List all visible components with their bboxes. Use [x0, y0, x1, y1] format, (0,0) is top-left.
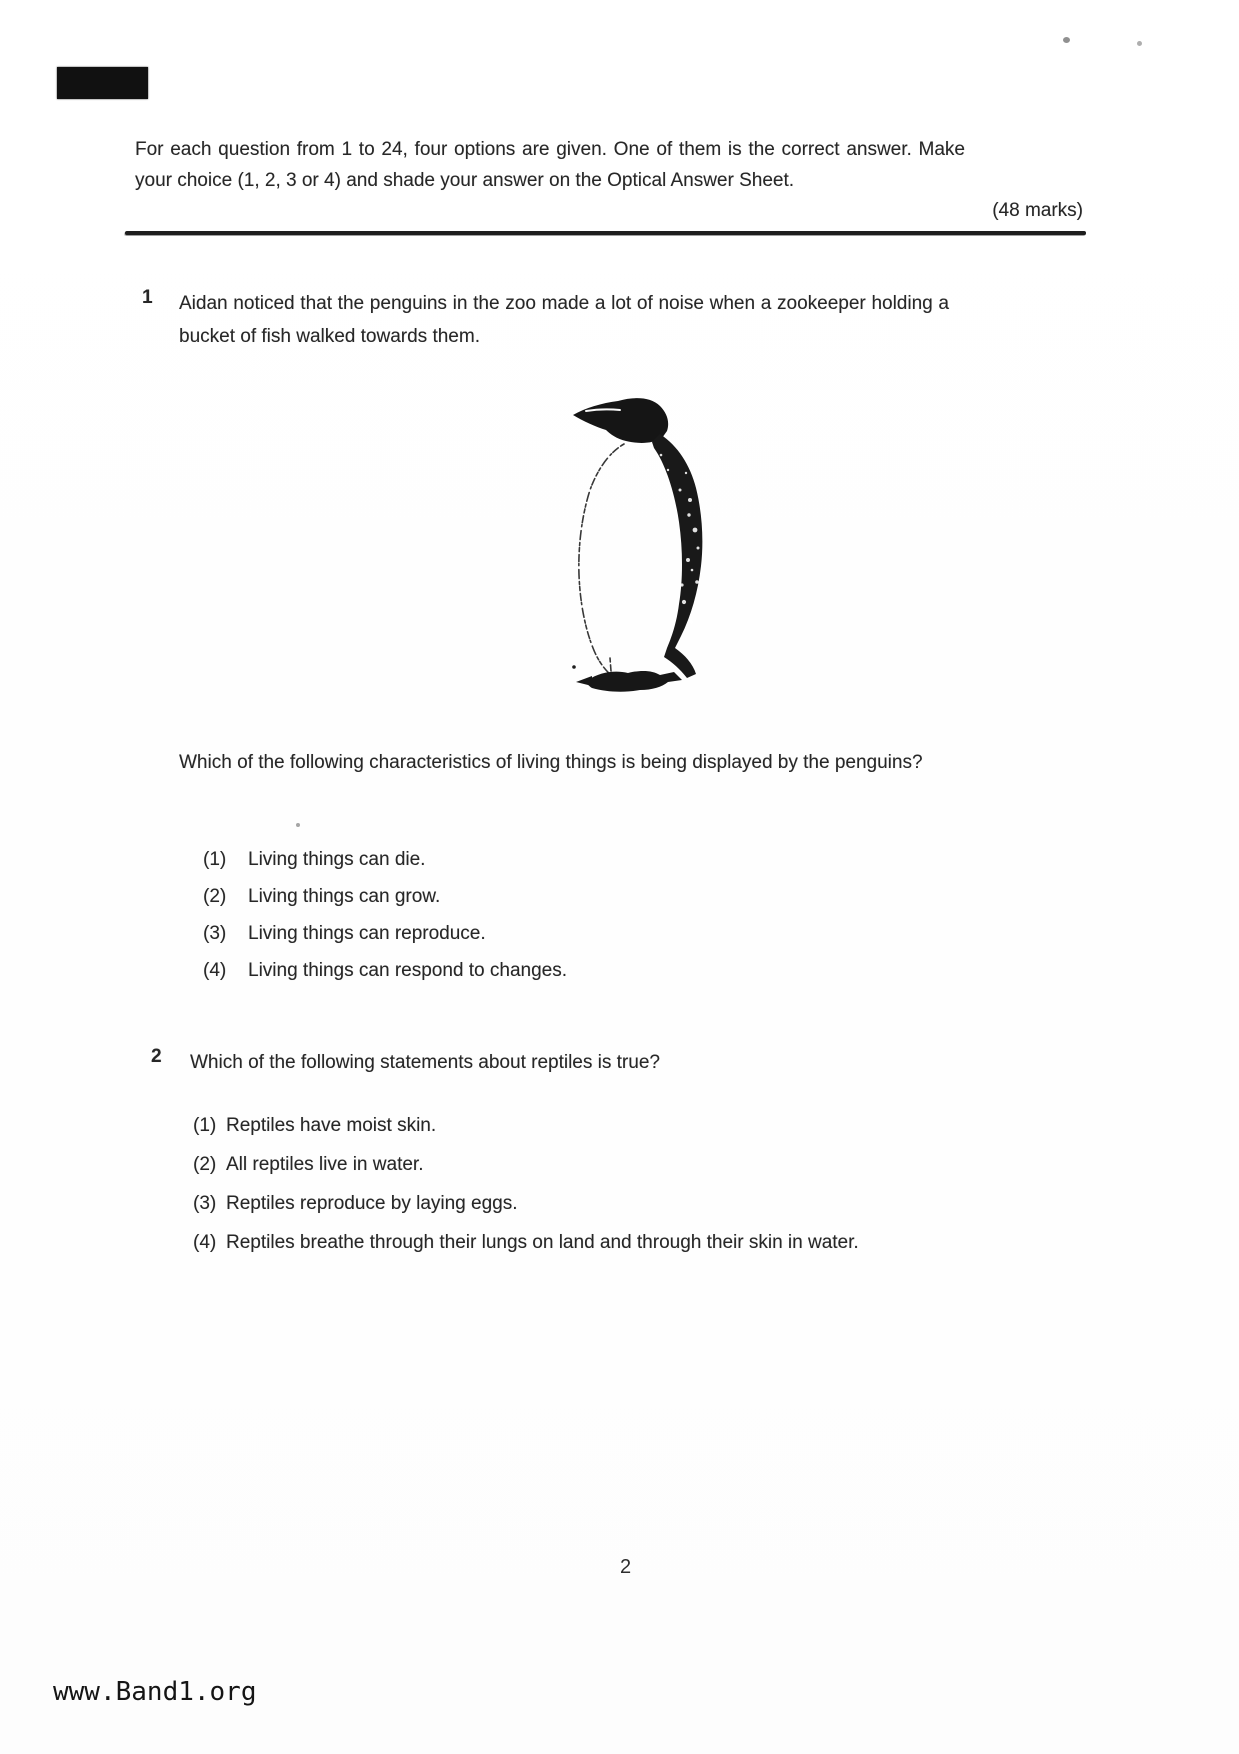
option-row	[193, 1223, 859, 1262]
option-text: Reptiles have moist skin.	[226, 1115, 437, 1136]
question-2-stem: Which of the following statements about reptiles is true?	[190, 1052, 660, 1073]
penguin-toe	[576, 676, 592, 686]
option-label: (2)	[193, 1154, 217, 1175]
option-row	[193, 1184, 859, 1223]
option-label: (4)	[193, 1232, 217, 1253]
question-1-stem: Aidan noticed that the penguins in the zoo made a lot of noise when a zookeeper holding a bucket of fish walked towards them.	[179, 293, 949, 347]
penguin-belly-mark	[610, 658, 611, 671]
question-1-options	[203, 841, 567, 989]
option-row	[203, 841, 567, 878]
option-text: Living things can grow.	[248, 886, 441, 907]
penguin-feet	[587, 671, 682, 692]
penguin-illustration	[540, 370, 780, 710]
redacted-school-name-box	[57, 67, 148, 99]
option-label: (1)	[203, 849, 227, 870]
penguin-belly-outline	[579, 444, 624, 676]
scan-artifact-speck	[1137, 41, 1142, 46]
option-label: (4)	[203, 960, 227, 981]
section-instructions: For each question from 1 to 24, four options are given. One of them is the correct answer. Make your choice (1, 2, 3 or 4) and shade your answer on the Optical Answer Sheet.	[135, 139, 965, 191]
question-2-number: 2	[151, 1046, 162, 1067]
option-label: (3)	[193, 1193, 217, 1214]
option-text: Living things can reproduce.	[248, 923, 486, 944]
option-text: All reptiles live in water.	[226, 1154, 424, 1175]
question-2-options	[193, 1106, 859, 1262]
penguin-ink-speck	[572, 665, 576, 669]
option-text: Reptiles reproduce by laying eggs.	[226, 1193, 518, 1214]
watermark-url: www.Band1.org	[53, 1677, 257, 1707]
option-row	[203, 952, 567, 989]
page-number: 2	[619, 1556, 632, 1578]
option-text: Reptiles breathe through their lungs on land and through their skin in water.	[226, 1232, 859, 1253]
option-row	[193, 1106, 859, 1145]
question-1-number: 1	[142, 287, 153, 308]
option-label: (3)	[203, 923, 227, 944]
scan-artifact-speck	[296, 823, 300, 827]
option-label: (1)	[193, 1115, 217, 1136]
option-label: (2)	[203, 886, 227, 907]
option-text: Living things can die.	[248, 849, 426, 870]
option-row	[203, 878, 567, 915]
horizontal-rule	[125, 231, 1086, 235]
section-marks: (48 marks)	[992, 200, 1083, 221]
option-row	[203, 915, 567, 952]
penguin-back	[652, 434, 702, 678]
option-text: Living things can respond to changes.	[248, 960, 567, 981]
penguin-head	[573, 398, 668, 443]
scan-artifact-speck	[1063, 37, 1070, 43]
option-row	[193, 1145, 859, 1184]
question-1-prompt: Which of the following characteristics of living things is being displayed by the penguins?	[179, 752, 923, 773]
